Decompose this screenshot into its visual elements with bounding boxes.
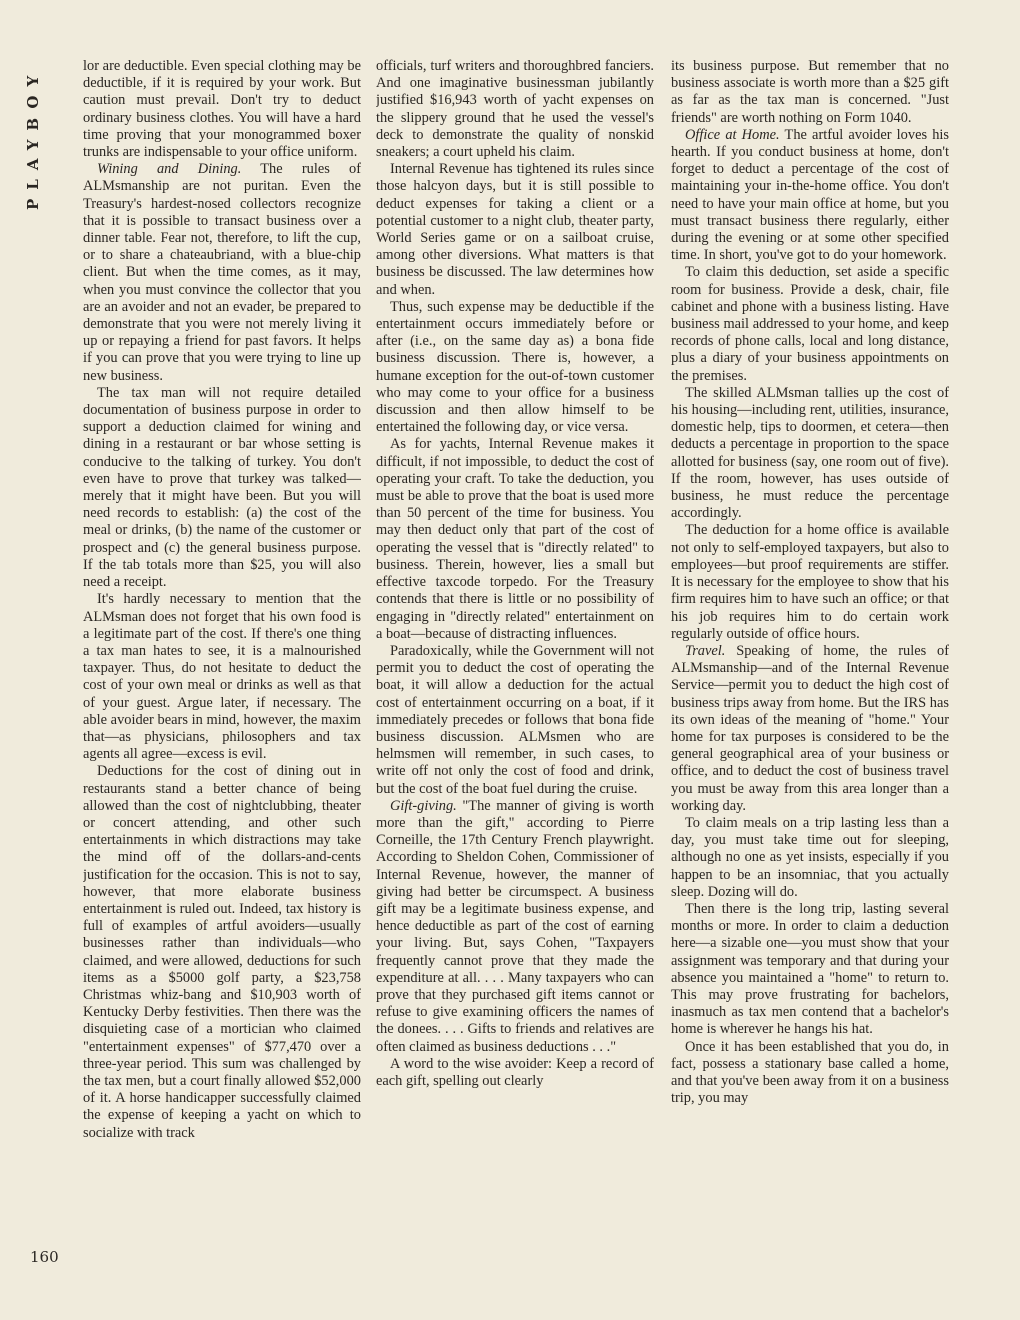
paragraph-text: Speaking of home, the rules of ALMsmanship—and of the Internal Revenue Service—permit you to deduct the high cost of business trips away from home. But the IRS has its own ideas of the meaning of "home." Your home for tax purposes is considered to be the general geographical area of your business or office, and to deduct the cost of business travel you must be away from this area longer than a working day.	[671, 642, 949, 814]
paragraph	[376, 798, 654, 1056]
paragraph-text: The skilled ALMsman tallies up the cost of his housing—including rent, utilities, insurance, domestic help, tips to doormen, et cetera—then deducts a percentage in proportion to the space allotted for business (say, one room out of five). If the room, however, has uses outside of business, he must reduce the percentage accordingly.	[671, 384, 949, 522]
paragraph	[376, 1056, 654, 1090]
paragraph-text: officials, turf writers and thoroughbred fanciers. And one imaginative businessman jubilantly justified $16,943 worth of yacht expenses on the slippery ground that he used the vessel's deck to demonstrate the quality of nonskid sneakers; a court upheld his claim.	[376, 58, 654, 161]
paragraph-text: Then there is the long trip, lasting several months or more. In order to claim a deduction here—a sizable one—you must show that your assignment was temporary and that during your absence you maintained a "home" to return to. This may prove frustrating for bachelors, inasmuch as tax men contend that a bachelor's home is wherever he hangs his hat.	[671, 900, 949, 1038]
paragraph-text: its business purpose. But remember that no business associate is worth more than a $25 gift as far as the tax man is concerned. "Just friends" are worth nothing on Form 1040.	[671, 58, 949, 126]
paragraph	[376, 58, 654, 161]
paragraph	[376, 299, 654, 437]
paragraph	[83, 591, 361, 763]
text-column-3	[671, 58, 949, 1298]
paragraph	[83, 763, 361, 1141]
section-heading: Wining and Dining.	[97, 161, 242, 178]
paragraph	[671, 385, 949, 523]
section-heading: Office at Home.	[685, 126, 780, 143]
paragraph-text: As for yachts, Internal Revenue makes it difficult, if not impossible, to deduct the cost of operating your craft. To take the deduction, you must be able to prove that the boat is used more than 50 percent of the time for business. You may then deduct only that part of the cost of operating the vessel that is "directly related" to business. Therein, however, lies a small but effective taxcode torpedo. For the Treasury contends that there is little or no possibility of engaging in "directly related" entertainment on a boat—because of distracting influences.	[376, 436, 654, 642]
paragraph-text: "The manner of giving is worth more than the gift," according to Pierre Corneille, the 17th Century French playwright. According to Sheldon Cohen, Commissioner of Internal Revenue, however, the manner of giving had better be circumspect. A business gift may be a legitimate business expense, and hence deductible as part of the cost of earning your living. But, says Cohen, "Taxpayers frequently cannot prove that they made the expenditure at all. . . . Many taxpayers who can prove that they purchased gift items cannot or refuse to give examining officers the names of the donees. . . . Gifts to friends and relatives are often claimed as business deductions . . ."	[376, 797, 654, 1055]
paragraph	[671, 901, 949, 1039]
paragraph	[376, 436, 654, 642]
paragraph	[671, 127, 949, 265]
paragraph	[671, 643, 949, 815]
text-column-2	[376, 58, 654, 1298]
paragraph-text: Paradoxically, while the Government will not permit you to deduct the cost of operating the boat, it will allow a deduction for the actual cost of entertainment occurring on a boat, if it immediately precedes or follows that bona fide business discussion. ALMsmen who are helmsmen will remember, in such cases, to write off not only the cost of food and drink, but the cost of the boat fuel during the cruise.	[376, 642, 654, 797]
paragraph-text: The rules of ALMsmanship are not puritan. Even the Treasury's hardest-nosed collectors recognize that it is possible to transact business over a dinner table. Fear not, therefore, to lift the cup, or to share a chateaubriand, with a blue-chip client. But when the time comes, as it may, when you must convince the collector that you are an avoider and not an evader, be prepared to demonstrate that you were not merely living it up or repaying a friend for past favors. It helps if you can prove that you were trying to line up new business.	[83, 161, 361, 384]
paragraph-text: To claim meals on a trip lasting less than a day, you must take time out for sleeping, although no one as yet insists, especially if you happen to be an insomniac, that you actually sleep. Dozing will do.	[671, 814, 949, 900]
paragraph	[671, 58, 949, 127]
paragraph	[671, 815, 949, 901]
paragraph-text: To claim this deduction, set aside a specific room for business. Provide a desk, chair, file cabinet and phone with a business listing. Have business mail addressed to your home, and keep records of phone calls, local and long distance, plus a diary of your business appointments on the premises.	[671, 264, 949, 384]
paragraph-text: A word to the wise avoider: Keep a record of each gift, spelling out clearly	[376, 1055, 654, 1089]
paragraph-text: The artful avoider loves his hearth. If you conduct business at home, don't forget to deduct a percentage of the cost of maintaining your in-the-home office. You don't need to have your main office at home, but you must transact business there regularly, either during the evening or at some other specified time. In short, you've got to do your homework.	[671, 126, 949, 264]
paragraph-text: It's hardly necessary to mention that the ALMsman does not forget that his own food is a legitimate part of the cost. If there's one thing a tax man hates to see, it is a malnourished taxpayer. Thus, do not hesitate to deduct the cost of your own meal or drinks as well as that of your guest. Argue later, if necessary. The able avoider bears in mind, however, the maxim that—as physicians, philosophers and tax agents all agree—excess is evil.	[83, 591, 361, 763]
paragraph-text: Internal Revenue has tightened its rules since those halcyon days, but it is still possible to deduct expenses for taking a client or a potential customer to a night club, theater party, World Series game or on a sailboat cruise, among other diversions. What matters is that business be discussed. The law determines how and when.	[376, 161, 654, 298]
section-heading: Travel.	[685, 642, 726, 659]
paragraph	[671, 522, 949, 642]
paragraph-text: The tax man will not require detailed documentation of business purpose in order to support a deduction claimed for wining and dining in a restaurant or bar whose setting is conducive to the talking of turkey. You don't even have to prove that turkey was talked—merely that it might have been. But you will need records to establish: (a) the cost of the meal or drinks, (b) the name of the customer or prospect and (c) the general business purpose. If the tab totals more than $25, you will also need a receipt.	[83, 384, 361, 591]
paragraph	[83, 385, 361, 591]
section-heading: Gift-giving.	[390, 797, 457, 814]
paragraph-text: Once it has been established that you do, in fact, possess a stationary base called a home, and that you've been away from it on a business trip, you may	[671, 1038, 949, 1107]
paragraph-text: lor are deductible. Even special clothing may be deductible, if it is required by your work. But caution must prevail. Don't try to deduct ordinary business clothes. You will have a hard time proving that your monogrammed boxer trunks are indispensable to your office uniform.	[83, 58, 361, 161]
paragraph-text: Deductions for the cost of dining out in restaurants stand a better chance of being allowed than the cost of nightclubbing, theater or concert attending, and other such entertainments in which distractions may take the mind off of the dollars-and-cents justification for the occasion. This is not to say, however, that more elaborate business entertainment is ruled out. Indeed, tax history is full of examples of artful avoiders—usually businesses rather than individuals—who claimed, and were allowed, deductions for such items as a $5000 golf party, a $23,758 Christmas whiz-bang and $10,903 worth of Kentucky Derby festivities. Then there was the disquieting case of a mortician who claimed "entertainment expenses" of $77,470 over a three-year period. This sum was challenged by the tax men, but a court finally allowed $52,000 of it. A horse handicapper successfully claimed the expense of keeping a yacht on which to socialize with track	[83, 763, 361, 1141]
paragraph-text: Thus, such expense may be deductible if the entertainment occurs immediately before or after (i.e., on the same day as) a bona fide business discussion. There is, however, a humane exception for the out-of-town customer who may come to your office for a business discussion and then allow himself to be entertained the following day, or vice versa.	[376, 298, 654, 436]
paragraph	[83, 161, 361, 385]
paragraph	[376, 161, 654, 299]
masthead: PLAYBOY	[24, 66, 42, 210]
paragraph	[376, 643, 654, 798]
paragraph-text: The deduction for a home office is available not only to self-employed taxpayers, but also to employees—but proof requirements are stiffer. It is necessary for the employee to show that his firm requires him to have such an office; or that his job requires him to do certain work regularly outside of office hours.	[671, 522, 949, 642]
text-column-1	[83, 58, 361, 1298]
paragraph	[671, 264, 949, 384]
page-number: 160	[30, 1248, 59, 1266]
paragraph	[83, 58, 361, 161]
paragraph	[671, 1039, 949, 1108]
